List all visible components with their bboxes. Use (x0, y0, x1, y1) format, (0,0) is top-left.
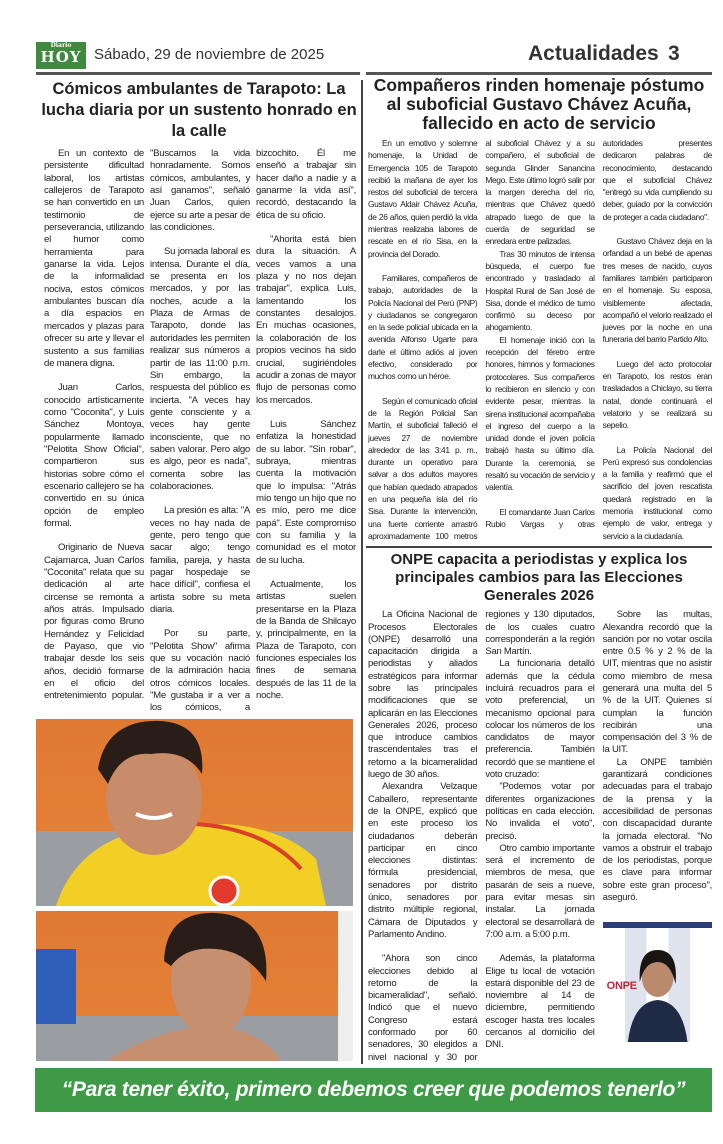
article-body-comicos (44, 148, 356, 715)
column-divider (361, 80, 363, 1064)
article-body-homenaje (368, 137, 712, 542)
article-paragraph: La ONPE también garantizará condiciones adecuadas para el trabajo de la prensa y la accesibilidad de personas con discapacidad durante la jornada electoral. "No vamos a obstruir el trabajo de los periodistas, porque es clave para informar sobre este gran proceso", aseguró. (602, 756, 712, 904)
onpe-logo-text: ONPE (606, 980, 637, 993)
article-paragraph: Además, la plataforma Elige tu local de votación estará disponible del 23 de noviembre al 14 de diciembre, permitiendo escoger hasta tres locales cercanos al domicilio del DNI. (485, 953, 595, 1051)
page-header (0, 0, 723, 76)
right-column (366, 76, 712, 1064)
article-paragraph: El homenaje inició con la recepción del féretro entre honores, himnos y formaciones protocolares. Sus compañeros lo recibieron en silencio y con evidente pesar, mientras la sirena institucional acompañaba el ingreso del cuerpo a la unidad donde el joven policía trabajó hasta su último día. Durante la ceremonia, se resaltó su vocación de servicio y valentía. (485, 334, 595, 493)
section-name: Actualidades (528, 42, 659, 65)
article-paragraph: La presión es alta: "A veces no hay nada de gente, pero tengo que sacar algo; tengo familia, pareja, y hasta pagar hospedaje se hace difícil", confiesa el artista sobre su meta diaria. (150, 505, 250, 616)
footer-quote: “Para tener éxito, primero debemos creer que podemos tenerlo” (61, 1077, 686, 1101)
article-paragraph: Actualmente, los artistas suelen presentarse en la Plaza de la Banda de Shilcayo y, principalmente, en la Plaza de Tarapoto, con funciones especiales los fines de semana después de las 11 de la noche. (256, 579, 356, 702)
logo-small-text: Diario (50, 42, 72, 49)
issue-date: Sábado, 29 de noviembre de 2025 (94, 46, 325, 63)
article-body-onpe (368, 609, 712, 1064)
article-paragraph: La funcionaria detalló además que la cédula incluirá recuadros para el voto preferencial, un mecanismo opcional para colocar los números de los candidatos de mayor preferencia. También recordó que se mantiene el voto cruzado: (485, 658, 595, 781)
article-paragraph: Sobre las multas, Alexandra recordó que la sanción por no votar oscila entre 0.5 % y 2 % de la UIT, mientras que no asistir como miembro de mesa generará una multa del 5 % de la UIT. Quienes sí cumplan la función recibirán una compensación del 3 % de la UIT. (602, 609, 712, 756)
article-paragraph: La Policía Nacional del Perú expresó sus condolencias a la familia y reafirmó que el sacrificio del joven rescatista quedará registrado en la memoria institucional como ejemplo de valor, entrega y servicio a la ciudadanía. (602, 444, 712, 541)
article-paragraph: Familiares, compañeros de trabajo, autoridades de la Policía Nacional del Perú (PNP) y ciudadanos se congregaron en la sede policial ubicada en la avenida Alfonso Ugarte para darle el último adiós al joven efectivo, considerado por muchos como un héroe. (368, 272, 478, 382)
article-paragraph: Su jornada laboral es intensa. Durante el día, se presenta en los mercados, y por las noches, acude a la Plaza de Armas de Tarapoto, donde las autoridades les permiten realizar sus números a partir de las 11:00 p.m. Sin embargo, la respuesta del público es incierta. "A veces hay gente consciente y a veces hay gente inconsciente, que no saben valorar. Pero algo es algo, peor es nada", comenta sobre las colaboraciones. (150, 246, 250, 492)
article-paragraph: Según el comunicado oficial de la Región Policial San Martín, el suboficial falleció el jueves 27 de noviembre alrededor de las 3:41 p. m., durante un operativo para salvar a dos adultos mayores que habían quedado atrapados en una pequeña isla del río Sisa. Durante la intervención, una fuerte corriente arrastró aproximadamente 100 metros al suboficial Chávez y a su compañero, el suboficial de segunda Glinder Sanancina Mego. Este último logró salir por la margen derecha del río, mientras que Chávez quedó atrapado luego de que la cuerda de seguridad se enredara entre palizadas. (368, 138, 595, 541)
article-title-onpe: ONPE capacita a periodistas y explica los principales cambios para las Elecciones Generales 2026 (390, 551, 688, 605)
article-paragraph: Por su parte, "Pelotita Show" afirma que su vocación nació de la admiración hacia otros cómicos locales. "Me gustaba ir a ver a los cómicos, a bizcochito. Él me enseñó a trabajar sin hacer daño a nadie y a ganarme la vida así", recordó, destacando la ética de su oficio. (150, 148, 356, 714)
article-paragraph: Alexandra Velzaque Caballero, representante de la ONPE, explicó que en este proceso los ciudadanos deberán participar en cinco elecciones distintas: fórmula presidencial, senadores por distrito único, senadores por distrito múltiple regional, Cámara de Diputados y Parlamento Andino. (368, 781, 478, 940)
article-paragraph: Otro cambio importante será el incremento de miembros de mesa, que pasarán de seis a nueve, para evitar mesas sin instalar. La jornada electoral se desarrollará de 7:00 a.m. a 5:00 p.m. (485, 842, 595, 940)
article-paragraph: "Ahorita está bien dura la situación. A veces vamos a una plaza y no nos dejan trabajar", explica Luis, lamentando los constantes desalojos. En muchas ocasiones, la colaboración de los propios vecinos ha sido crucial, sugiriéndoles acudir a zonas de mayor flujo de personas como los mercados. (256, 234, 356, 406)
logo-big-text: HOY (40, 48, 82, 66)
article-paragraph: Originario de Nueva Cajamarca, Juan Carlos "Coconita" relata que su dedicación al arte circense se remonta a años atrás. Impulsado por figuras como Bruno Hernández y Felicidad de Payaso, que vio trabajar desde los seis años, decidió formarse en el oficio del entretenimiento popular. "Buscamos la vida honradamente. Somos cómicos, ambulantes, y así ganamos", señaló Juan Carlos, quien ejerce su arte a pesar de las condiciones. (44, 148, 250, 702)
article-title-homenaje: Compañeros rinden homenaje póstumo al suboficial Gustavo Chávez Acuña, fallecido en acto de servicio (373, 75, 705, 133)
article-paragraph: "Ahora son cinco elecciones debido al retorno de la bicameralidad", señaló. Indicó que el nuevo Congreso estará conformado por 60 senadores, 30 elegidos a nivel nacional y 30 por regiones y 130 diputados, de los cuales cuatro corresponderán a la región San Martín. (368, 609, 595, 1063)
article-paragraph: Tras 30 minutos de intensa búsqueda, el cuerpo fue encontrado y trasladado al Hospital Rural de San José de Sisa, donde el médico de turno confirmó su deceso por ahogamiento. (485, 248, 595, 333)
photo-pelotita-show (36, 911, 353, 1061)
footer-quote-banner (35, 1068, 712, 1112)
article-paragraph: La Oficina Nacional de Procesos Electorales (ONPE) desarrolló una capacitación dirigida a periodistas y aliados estratégicos para informar sobre las principales modificaciones que se aplicarán en las Elecciones Generales 2026, proceso que introduce cambios trascendentales tras el retorno a la bicameralidad luego de 30 años. (368, 609, 478, 781)
article-title-comicos: Cómicos ambulantes de Tarapoto: La lucha diaria por un sustento honrado en la calle (41, 80, 357, 140)
photo-onpe-representative (603, 922, 712, 1042)
page-number: 3 (668, 42, 680, 65)
left-column (36, 76, 358, 1064)
article-paragraph: Luego del acto protocolar en Tarapoto, los restos eran trasladados a Chiclayo, su tierra natal, donde continuará el velatorio y se realizará su sepelio. (602, 358, 712, 431)
photo-coconita (36, 719, 353, 906)
article-paragraph: El comandante Juan Carlos Rubio Vargas y otras autoridades presentes dedicaron palabras de reconocimiento, destacando que el suboficial Chávez "entregó su vida cumpliendo su deber, guiado por la convicción de proteger a cada ciudadano". (485, 138, 712, 529)
page-body (36, 76, 712, 1064)
header-rule-left (36, 72, 360, 75)
article-paragraph: "Podemos votar por diferentes organizaciones políticas en cada elección. No invalida el voto", precisó. (485, 781, 595, 842)
article-paragraph: Gustavo Chávez deja en la orfandad a un bebé de apenas tres meses de nacido, cuyos familiares también participaron en el homenaje. Su esposa, visiblemente afectada, acompañó el velorio realizado el jueves por la noche en una funeraria del barrio Partido Alto. (602, 236, 712, 345)
header-rule-right (366, 72, 712, 75)
article-paragraph: Juan Carlos, conocido artísticamente como "Coconita", y Luis Sánchez Montoya, popularmente llamado "Pelotita Show Oficial", compartieron sus historias sobre cómo el escenario callejero se ha convertido en su única opción de empleo formal. (44, 382, 144, 529)
newspaper-logo (36, 42, 86, 69)
article-paragraph: En un contexto de persistente dificultad laboral, los artistas callejeros de Tarapoto se han convertido en un testimonio de perseverancia, utilizando el humor como herramienta para ganarse la vida. Lejos de la informalidad nociva, estos cómicos ambulantes buscan día a día espacios en mercados y plazas para ofrecer su arte y llevar el sustento a sus familias de manera digna. (44, 148, 144, 369)
article-paragraph: En un emotivo y solemne homenaje, la Unidad de Emergencia 105 de Tarapoto recibió la mañana de ayer los restos del suboficial de tercera Gustavo Aldair Chávez Acuña, de 26 años, quien perdió la vida mientras realizaba labores de rescate en el río Sisa, en la provincia del Dorado. (368, 138, 478, 259)
article-divider (366, 546, 712, 548)
article-paragraph: Luis Sánchez enfatiza la honestidad de su labor. "Sin robar", subraya, mientras cuenta la motivación que lo impulsa: "Atrás mío tengo un hijo que no es mío, pero me dice papá". Este compromiso con su familia y la comunidad es el motor de su lucha. (256, 418, 356, 566)
